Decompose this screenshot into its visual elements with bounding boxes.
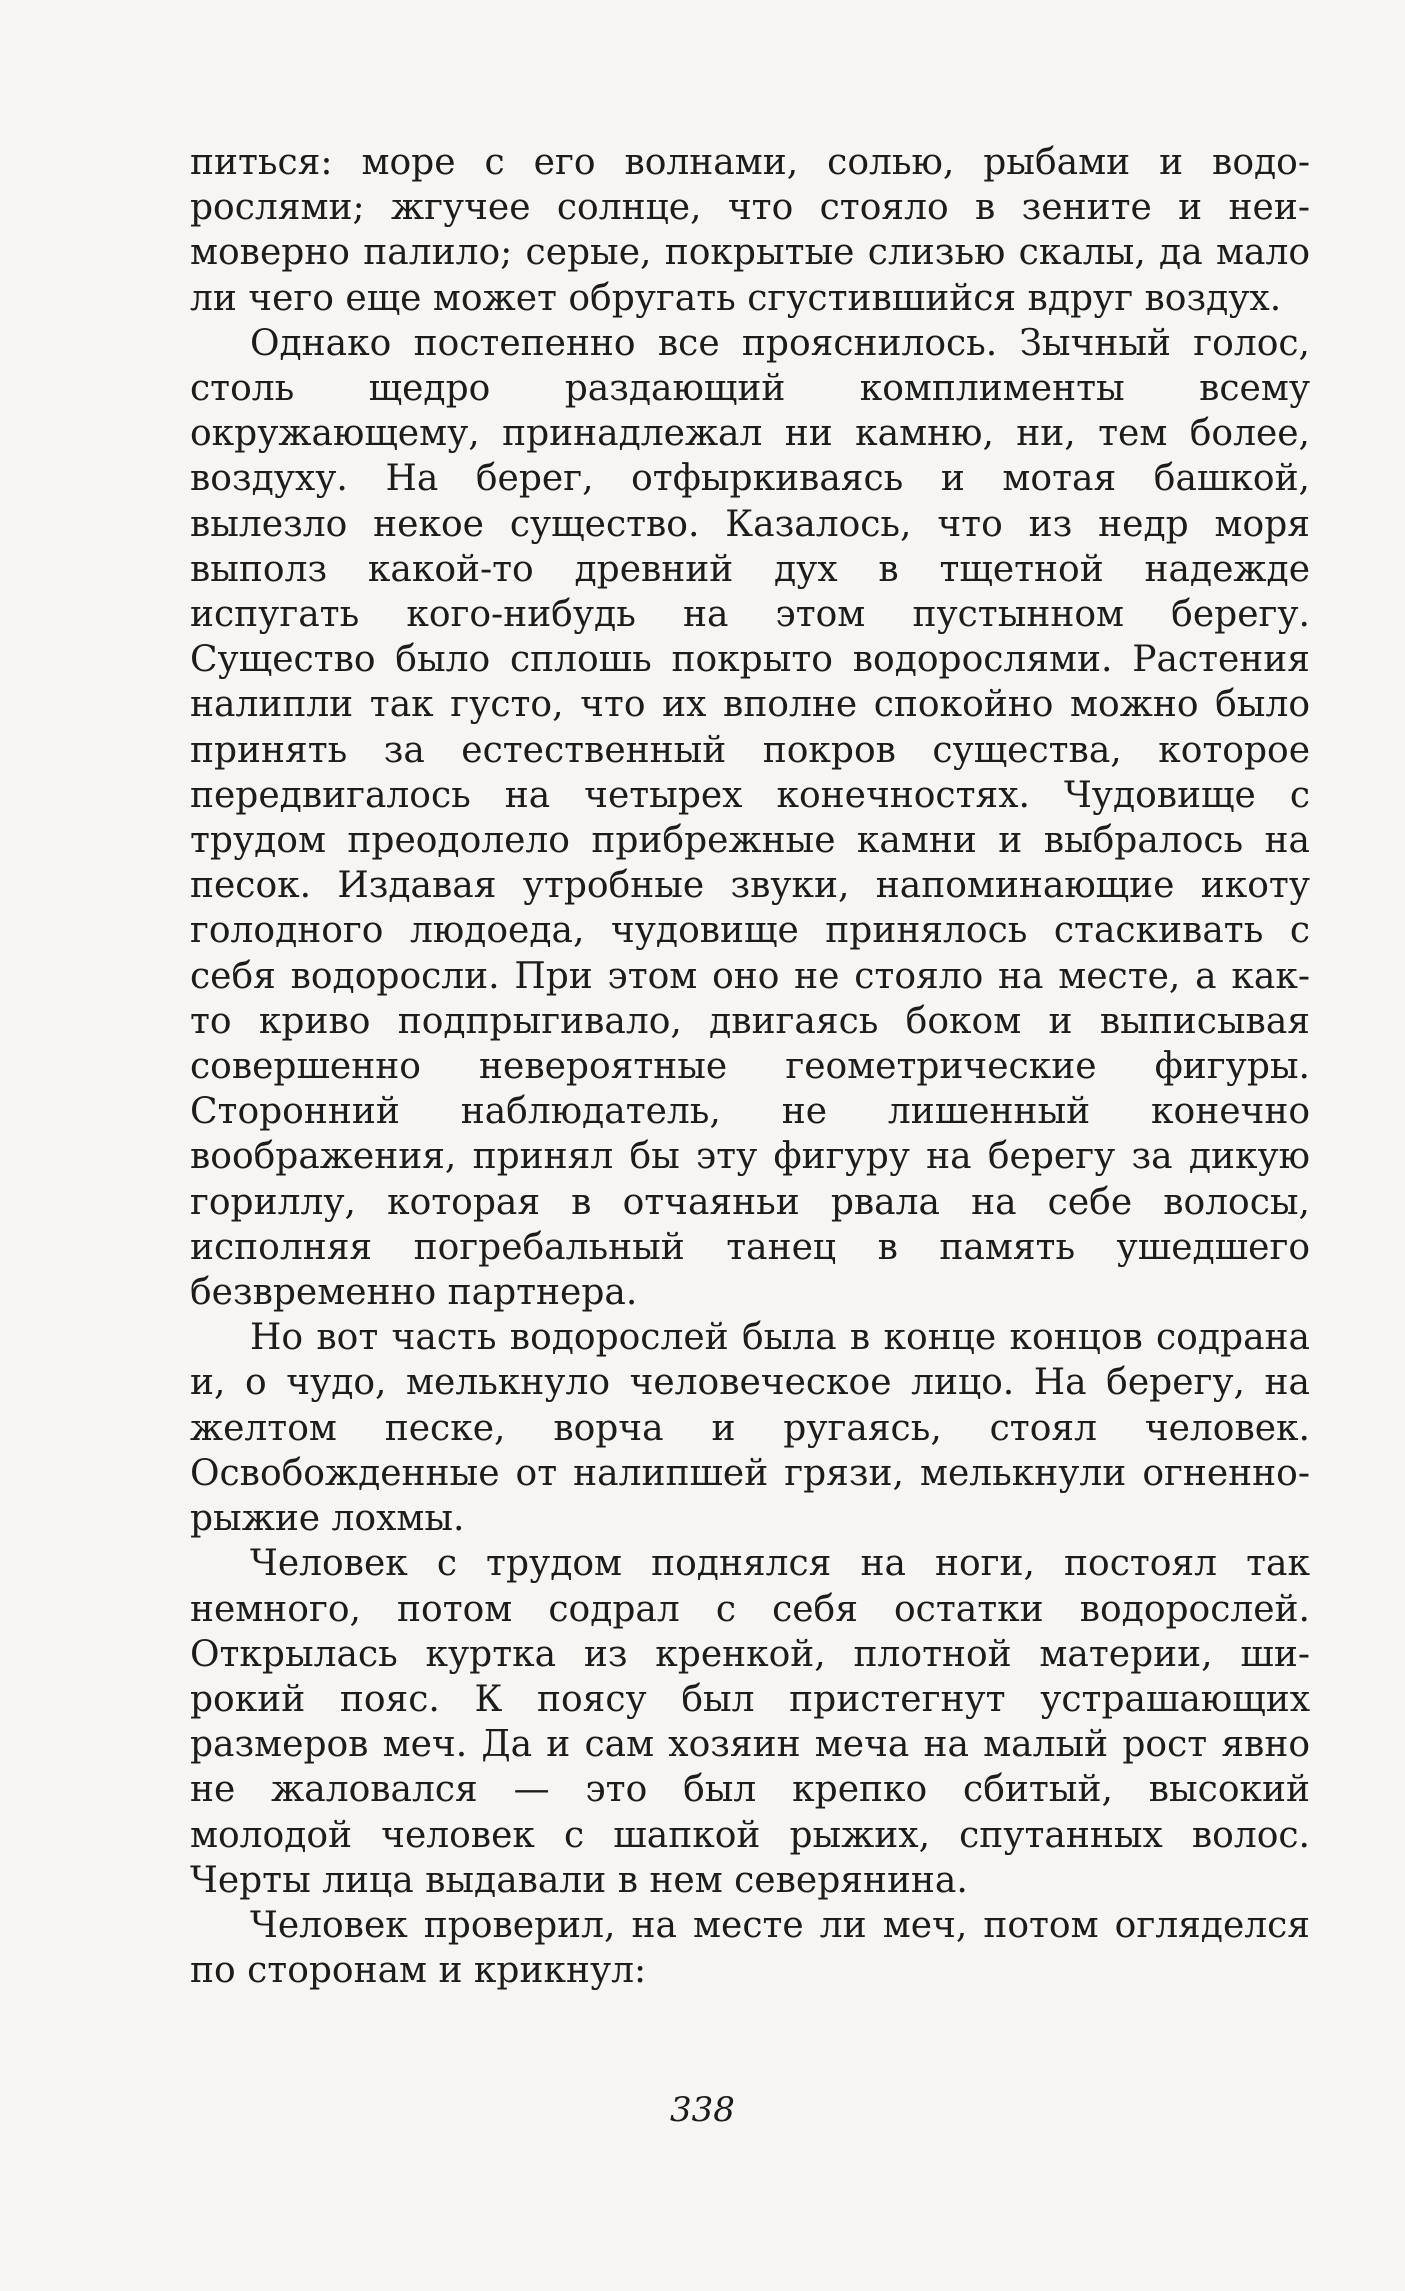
- paragraph: Человек с трудом поднялся на ноги, постоял так немного, потом содрал с себя остатки водорослей. Открылась куртка из кренкой, плотной материи, широкий пояс. К поясу был пристегнут устрашающих размеров меч. Да и сам хозяин меча на малый рост явно не жаловался — это был крепко сбитый, высокий молодой человек с шапкой рыжих, спутанных волос. Черты лица выдавали в нем северянина.: [190, 1543, 1310, 1901]
- page-text: [190, 140, 1310, 1993]
- paragraph: питься: море с его волнами, солью, рыбами и водорослями; жгучее солнце, что стояло в зените и неимоверно палило; серые, покрытые слизью скалы, да мало ли чего еще может обругать сгустившийся вдруг воздух.: [190, 142, 1310, 319]
- page-number: 338: [670, 2090, 735, 2130]
- paragraph: Однако постепенно все прояснилось. Зычный голос, столь щедро раздающий комплименты всему окружающему, принадлежал ни камню, ни, тем более, воздуху. На берег, отфыркиваясь и мотая башкой, вылезло некое существо. Казалось, что из недр моря выполз какой-то древний дух в тщетной надежде испугать кого-нибудь на этом пустынном берегу. Существо было сплошь покрыто водорослями. Растения налипли так густо, что их вполне спокойно можно было принять за естественный покров существа, которое передвигалось на четырех конечностях. Чудовище с трудом преодолело прибрежные камни и выбралось на песок. Издавая утробные звуки, напоминающие икоту голодного людоеда, чудовище принялось стаскивать с себя водоросли. При этом оно не стояло на месте, а как-то криво подпрыгивало, двигаясь боком и выписывая совершенно невероятные геометрические фигуры. Сторонний наблюдатель, не лишенный конечно воображения, принял бы эту фигуру на берегу за дикую гориллу, которая в отчаяньи рвала на себе волосы, исполняя погребальный танец в память ушедшего безвременно партнера.: [190, 322, 1310, 1314]
- paragraph: Человек проверил, на месте ли меч, потом огляделся по сторонам и крикнул:: [190, 1904, 1310, 1992]
- paragraph: Но вот часть водорослей была в конце концов содрана и, о чудо, мелькнуло человеческое лицо. На берегу, на желтом песке, ворча и ругаясь, стоял человек. Освобожденные от налипшей грязи, мелькнули огненно-рыжие лохмы.: [190, 1317, 1310, 1540]
